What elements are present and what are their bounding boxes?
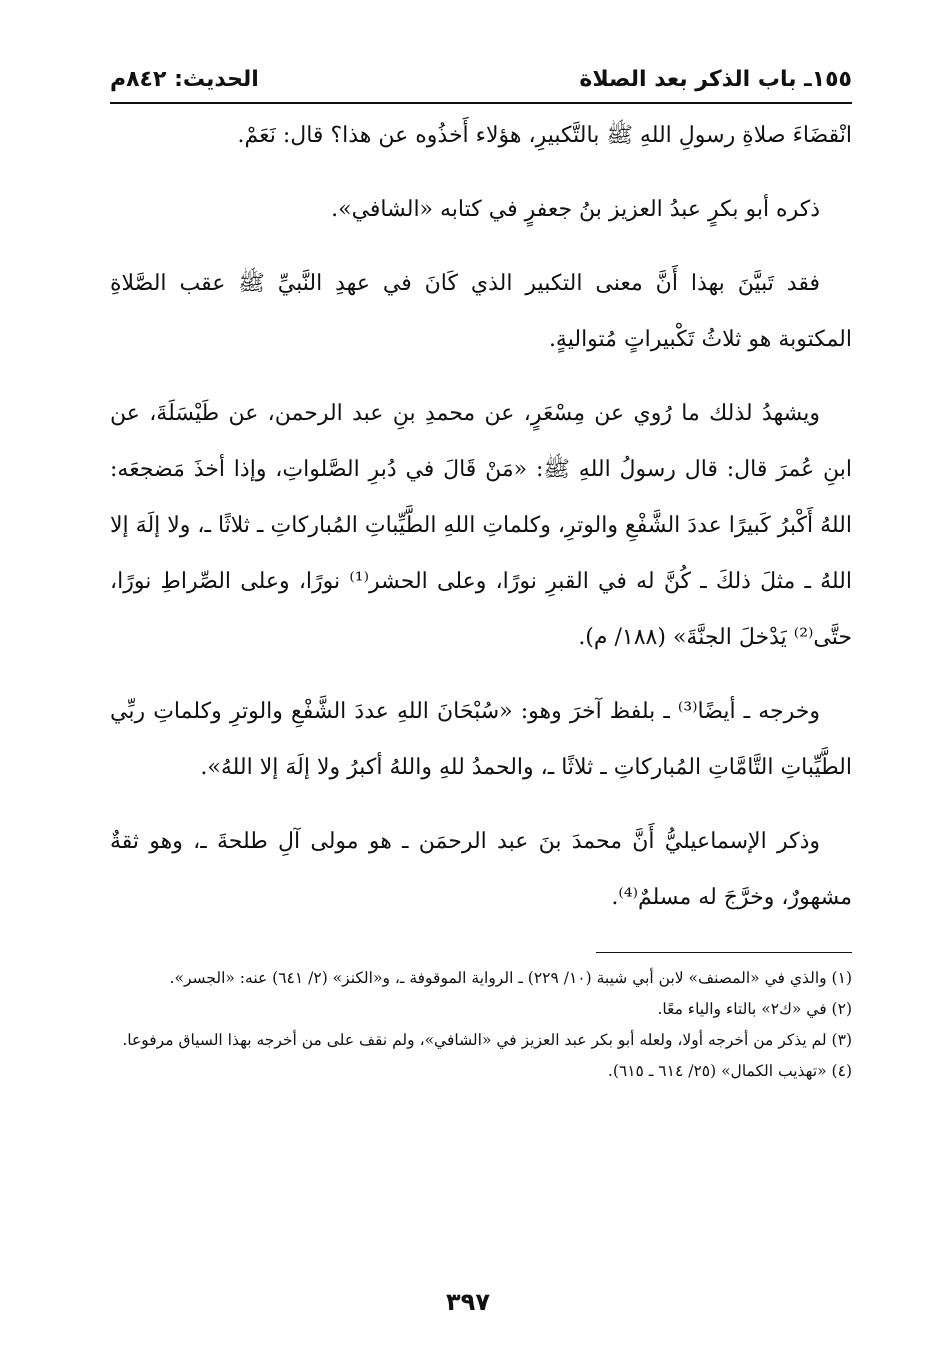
book-page [110,60,852,1087]
paragraph-explanation: فقد تَبيَّنَ بهذا أَنَّ معنى التكبير الذي كَانَ في عهدِ النَّبيِّ ﷺ عقب الصَّلاةِ المكتوبة هو ثلاثُ تَكْبيراتٍ مُتواليةٍ. [110,271,852,352]
paragraph-hadith: ويشهدُ لذلك ما رُوي عن مِسْعَرٍ، عن محمدِ بنِ عبد الرحمن، عن طَيْسَلَةَ، عن ابنِ عُمرَ قال: قال رسولُ اللهِ ﷺ: «مَنْ قَالَ في دُبرِ الصَّلواتِ، وإذا أخذَ مَضجعَه: اللهُ أَكْبرُ كَبيرًا عددَ الشَّفْعِ والوترِ، وكلماتِ اللهِ الطَّيِّباتِ المُباركاتِ ـ ثلاثًا ـ، ولا إلَهَ إلا اللهُ ـ مثلَ ذلكَ ـ كُنَّ له في القبرِ نورًا، وعلى الحشر⁽¹⁾ نورًا، وعلى الصِّراطِ نورًا، حتَّى⁽²⁾ يَدْخلَ الجنَّةَ» (١٨٨/ م). [110,401,852,650]
paragraph-narrator: وذكر الإسماعيليُّ أَنَّ محمدَ بنَ عبد الرحمَن ـ هو مولى آلِ طلحةَ ـ، وهو ثقةٌ مشهورٌ، وخرَّجَ له مسلمٌ⁽⁴⁾. [110,829,852,910]
footnote-2: (٢) في «ك٢» بالتاء والياء معًا. [657,1000,852,1018]
footnote-3: (٣) لم يذكر من أخرجه أولا، ولعله أبو بكر عبد العزيز في «الشافي»، ولم نقف على من أخرجه بهذا السياق مرفوعا. [122,1031,852,1049]
chapter-title: ١٥٥ـ باب الذكر بعد الصلاة [579,67,852,92]
footnote-rule [596,952,852,953]
hadith-number: الحديث: ٨٤٢م [110,67,259,92]
header-rule [110,102,852,104]
paragraph-variant: وخرجه ـ أيضًا⁽³⁾ ـ بلفظ آخرَ وهو: «سُبْحَانَ اللهِ عددَ الشَّفْعِ والوترِ وكلماتِ ربِّي الطَّيِّباتِ التَّامَّاتِ المُباركاتِ ـ ثلاثًا ـ، والحمدُ للهِ واللهُ أكبرُ ولا إلَهَ إلا اللهُ». [110,699,852,780]
running-header [110,60,852,100]
paragraph-continuation: انْقضَاءَ صلاةِ رسولِ اللهِ ﷺ بالتَّكبيرِ، هؤلاء أَخذُوه عن هذا؟ قال: نَعَمْ. [237,123,852,148]
footnote-1: (١) والذي في «المصنف» لابن أبي شيبة (١٠/ ٢٢٩) ـ الرواية الموقوفة ـ، و«الكنز» (٢/ ٦٤١) عنه: «الجسر». [169,969,852,987]
footnote-4: (٤) «تهذيب الكمال» (٢٥/ ٦١٤ ـ ٦١٥). [607,1062,852,1080]
page-number: ٣٩٧ [446,1288,490,1316]
footnotes [110,963,852,1087]
main-text [110,108,852,926]
paragraph-attribution: ذكره أبو بكرٍ عبدُ العزيز بنُ جعفرٍ في كتابه «الشافي». [331,197,820,222]
